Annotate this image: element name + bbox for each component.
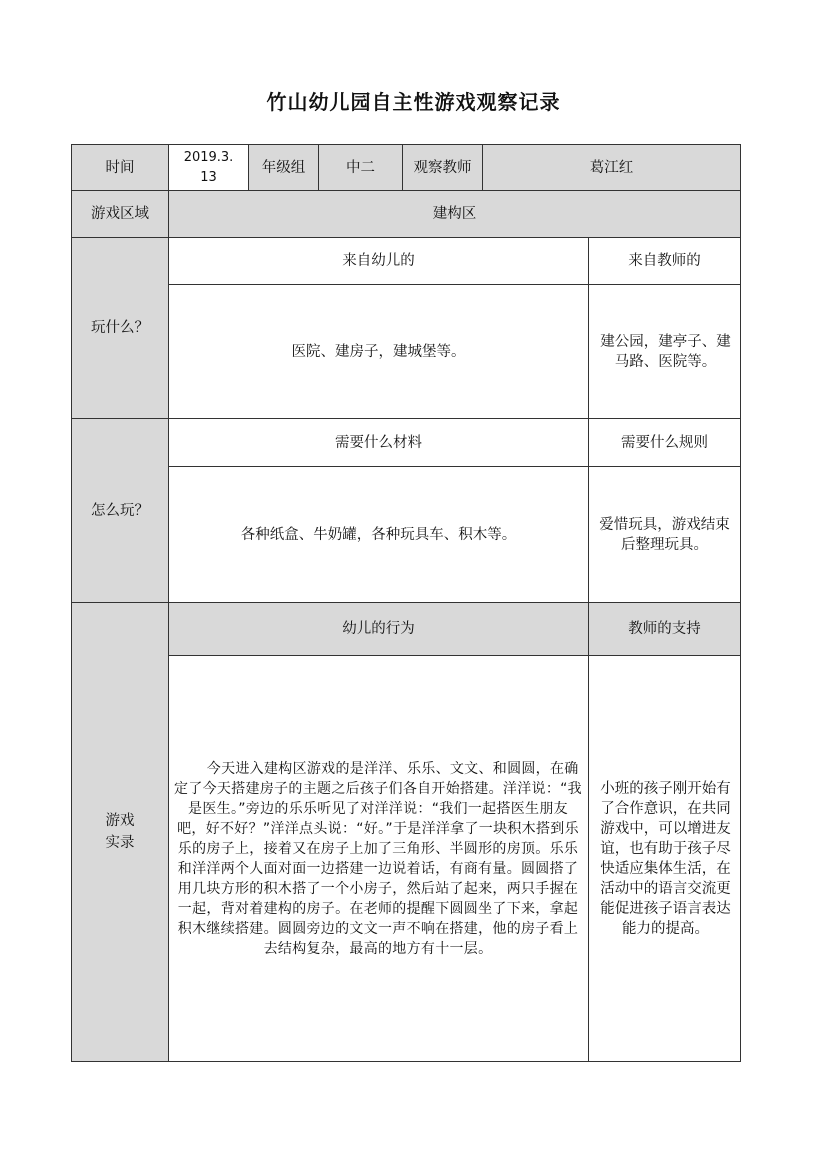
what-content-row: [72, 285, 741, 419]
from-child-value: 医院、建房子，建城堡等。: [169, 285, 589, 419]
page-title: 竹山幼儿园自主性游戏观察记录: [266, 90, 561, 114]
area-label: 游戏区域: [72, 191, 169, 238]
time-value: 2019.3.13: [169, 145, 249, 191]
behavior-label: 幼儿的行为: [169, 603, 589, 656]
teacher-value: 葛江红: [483, 145, 741, 191]
how-header-row: [72, 419, 741, 467]
record-content-row: [72, 656, 741, 1062]
time-label: 时间: [72, 145, 169, 191]
materials-value: 各种纸盒、牛奶罐，各种玩具车、积木等。: [169, 467, 589, 603]
rules-value: 爱惜玩具，游戏结束后整理玩具。: [589, 467, 741, 603]
support-label: 教师的支持: [589, 603, 741, 656]
observation-table: [71, 144, 741, 1062]
rules-label: 需要什么规则: [589, 419, 741, 467]
record-header-row: [72, 603, 741, 656]
area-row: [72, 191, 741, 238]
grade-value: 中二: [319, 145, 403, 191]
materials-label: 需要什么材料: [169, 419, 589, 467]
grade-label: 年级组: [249, 145, 319, 191]
what-label: 玩什么？: [72, 238, 169, 419]
header-row: [72, 145, 741, 191]
how-label: 怎么玩？: [72, 419, 169, 603]
behavior-text: 今天进入建构区游戏的是洋洋、乐乐、文文、和圆圆，在确定了今天搭建房子的主题之后孩子们各自开始搭建。洋洋说：“我是医生。”旁边的乐乐听见了对洋洋说：“我们一起搭医生朋友吧，好不好？”洋洋点头说：“好。”于是洋洋拿了一块积木搭到乐乐的房子上，接着又在房子上加了三角形、半圆形的房顶。乐乐和洋洋两个人面对面一边搭建一边说着话，有商有量。圆圆搭了用几块方形的积木搭了一个小房子，然后站了起来，两只手握在一起，背对着建构的房子。在老师的提醒下圆圆坐了下来，拿起积木继续搭建。圆圆旁边的文文一声不响在搭建，他的房子看上去结构复杂，最高的地方有十一层。: [169, 656, 589, 1062]
teacher-label: 观察教师: [403, 145, 483, 191]
how-content-row: [72, 467, 741, 603]
from-child-label: 来自幼儿的: [169, 238, 589, 285]
support-text: 小班的孩子刚开始有了合作意识，在共同游戏中，可以增进友谊，也有助于孩子尽快适应集体生活，在活动中的语言交流更能促进孩子语言表达能力的提高。: [589, 656, 741, 1062]
from-teacher-value: 建公园，建亭子、建马路、医院等。: [589, 285, 741, 419]
record-label: 游戏实录: [72, 603, 169, 1062]
area-value: 建构区: [169, 191, 741, 238]
from-teacher-label: 来自教师的: [589, 238, 741, 285]
what-header-row: [72, 238, 741, 285]
